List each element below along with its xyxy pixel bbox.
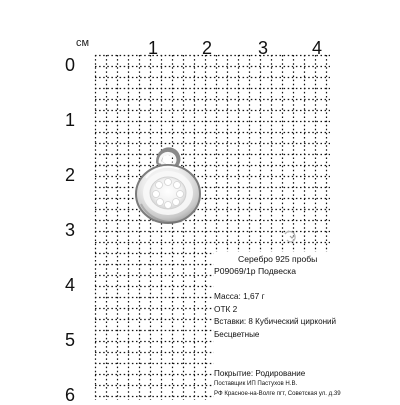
otk-line: ОТК 2 — [214, 304, 238, 314]
color-line: Бесцветные — [214, 330, 260, 339]
ruler-top-3: 3 — [258, 38, 269, 58]
ruler-top-4: 4 — [312, 38, 323, 58]
ruler-left-2: 2 — [65, 165, 76, 185]
address-line: РФ Красное-на-Волге пгт, Советская ул. д.39 — [214, 390, 341, 397]
ruler-left-0: 0 — [65, 55, 76, 75]
unit-label: см — [76, 37, 90, 49]
ruler-left-4: 4 — [65, 275, 76, 295]
mass-line: Масса: 1,67 г — [214, 291, 265, 301]
pendant-icon — [126, 144, 226, 234]
metal-line: Серебро 925 пробы — [238, 254, 318, 264]
ruler-left-6: 6 — [65, 385, 76, 405]
inserts-line: Вставки: 8 Кубический цирконий — [214, 317, 337, 326]
ruler-left-1: 1 — [65, 110, 76, 130]
article-line: Р09069/1р Подвеска — [214, 266, 297, 276]
supplier-line: Поставщик ИП Пастухов Н.В. — [214, 380, 298, 387]
product-shadow-mark — [278, 226, 308, 250]
ruler-left-5: 5 — [65, 330, 76, 350]
ruler-top-2: 2 — [202, 38, 213, 58]
coating-line: Покрытие: Родирование — [214, 369, 306, 378]
ruler-left-3: 3 — [65, 220, 76, 240]
ruler-top-1: 1 — [148, 38, 159, 58]
pendant-image — [126, 144, 226, 234]
